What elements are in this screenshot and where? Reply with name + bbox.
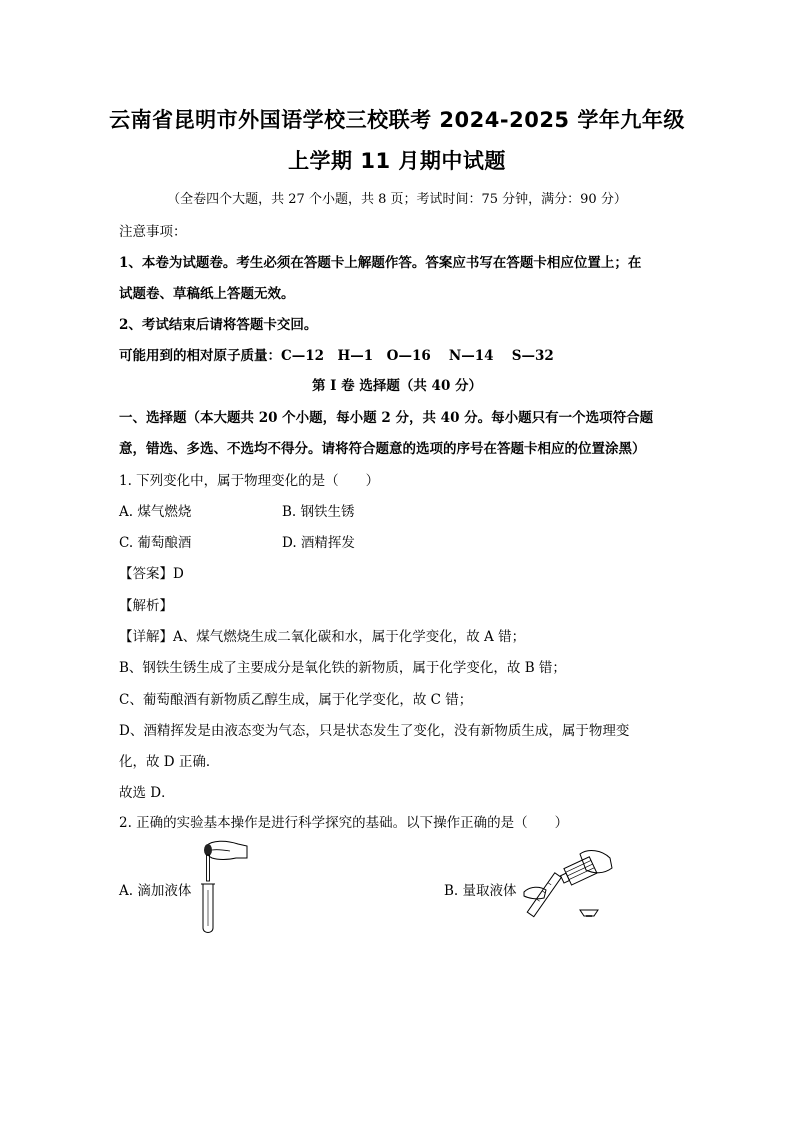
section1-intro-b: 意，错选、多选、不选均不得分。请将符合题意的选项的序号在答题卡相应的位置涂黑）: [119, 441, 646, 457]
q2-stem: 2. 正确的实验基本操作是进行科学探究的基础。以下操作正确的是（ ）: [119, 815, 569, 831]
note-item-2: 2、考试结束后请将答题卡交回。: [119, 317, 318, 333]
note-item-1b: 试题卷、草稿纸上答题无效。: [119, 286, 295, 302]
q1-option-d: D. 酒精挥发: [282, 535, 355, 551]
q1-option-b: B. 钢铁生锈: [282, 504, 355, 520]
notes-heading: 注意事项：: [119, 224, 187, 240]
q1-detail-2: B、钢铁生锈生成了主要成分是氧化铁的新物质，属于化学变化，故 B 错；: [119, 660, 566, 676]
q1-option-a: A. 煤气燃烧: [119, 504, 192, 520]
q2-option-b: B. 量取液体: [444, 883, 517, 899]
q1-option-c: C. 葡萄酿酒: [119, 535, 192, 551]
q2-option-a: A. 滴加液体: [119, 883, 192, 899]
exam-title-line2: 上学期 11 月期中试题: [288, 149, 506, 173]
q1-conclusion: 故选 D．: [119, 785, 175, 801]
q1-detail-4a: D、酒精挥发是由液态变为气态，只是状态发生了变化，没有新物质生成，属于物理变: [119, 723, 630, 739]
q1-detail-1: 【详解】A、煤气燃烧生成二氧化碳和水，属于化学变化，故 A 错；: [119, 629, 526, 645]
section1-intro-a: 一、选择题（本大题共 20 个小题，每小题 2 分，共 40 分。每小题只有一个选项符合题: [119, 410, 654, 426]
exam-title-line1: 云南省昆明市外国语学校三校联考 2024-2025 学年九年级: [109, 108, 685, 132]
q1-analysis-label: 【解析】: [119, 598, 173, 614]
graduated-cylinder-figure: [522, 848, 614, 924]
atomic-mass-line: 可能用到的相对原子质量：C—12 H—1 O—16 N—14 S—32: [119, 348, 554, 364]
q1-stem: 1. 下列变化中，属于物理变化的是（ ）: [119, 473, 380, 489]
q1-detail-4b: 化，故 D 正确．: [119, 754, 220, 770]
q1-answer: 【答案】D: [119, 566, 184, 582]
note-item-1a: 1、本卷为试题卷。考生必须在答题卡上解题作答。答案应书写在答题卡相应位置上；在: [119, 255, 642, 271]
exam-info: （全卷四个大题，共 27 个小题，共 8 页；考试时间：75 分钟，满分：90 分）: [167, 192, 627, 207]
q1-detail-3: C、葡萄酿酒有新物质乙醇生成，属于化学变化，故 C 错；: [119, 692, 473, 708]
section1-heading: 第 I 卷 选择题（共 40 分）: [311, 378, 483, 394]
dropper-test-tube-figure: [192, 838, 248, 938]
